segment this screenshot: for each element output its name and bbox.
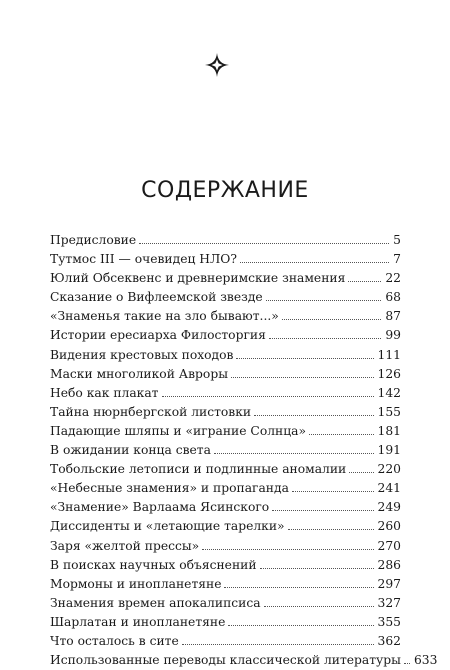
toc-entry-title: В ожидании конца света [50,443,211,458]
toc-entry-page-number: 126 [377,366,401,381]
toc-entry-title: Тутмос III — очевидец НЛО? [50,252,237,267]
toc-entry-page-number: 68 [385,290,401,305]
dot-leader [182,644,374,645]
toc-entry-page-number: 7 [393,252,401,267]
toc-entry [50,651,438,670]
toc-entry [50,403,401,422]
toc-entry-page-number: 181 [377,423,401,438]
toc-entry-title: «Небесные знамения» и пропаганда [50,481,289,496]
toc-entry-title: Падающие шляпы и «играние Солнца» [50,423,307,438]
toc-entry [50,269,401,288]
toc-entry-page-number: 99 [385,328,401,343]
table-of-contents [50,231,438,670]
dot-leader [269,338,381,339]
toc-entry-title: Маски многоликой Авроры [50,366,228,381]
toc-entry-page-number: 87 [385,309,401,324]
dot-leader [260,568,374,569]
toc-entry-title: Использованные переводы классической литературы [50,653,401,668]
toc-entry-page-number: 220 [377,462,401,477]
toc-entry-title: Заря «желтой прессы» [50,538,200,553]
toc-entry-title: Небо как плакат [50,385,159,400]
toc-entry [50,422,401,441]
toc-entry [50,460,401,479]
toc-entry [50,498,401,517]
toc-entry-page-number: 241 [377,481,401,496]
toc-entry-page-number: 327 [377,595,401,610]
toc-entry-title: «Знамение» Варлаама Ясинского [50,500,270,515]
dot-leader [231,377,374,378]
toc-entry-title: Мормоны и инопланетяне [50,576,222,591]
toc-entry [50,326,401,345]
toc-entry-title: Диссиденты и «летающие тарелки» [50,519,285,534]
toc-entry [50,288,401,307]
dot-leader [288,529,374,530]
toc-entry [50,250,401,269]
dot-leader [228,625,373,626]
dot-leader [348,281,381,282]
page-title: СОДЕРЖАНИЕ [141,178,309,203]
toc-entry-page-number: 5 [393,233,401,247]
toc-entry [50,613,401,632]
toc-entry [50,307,401,326]
toc-entry-page-number: 142 [377,385,401,400]
toc-entry-title: Предисловие [50,233,137,247]
toc-entry-title: Юлий Обсеквенс и древнеримские знамения [50,271,346,286]
toc-entry-page-number: 111 [377,347,401,362]
toc-entry-title: Тобольские летописи и подлинные аномалии [50,462,347,477]
toc-entry-page-number: 260 [377,519,401,534]
dot-leader [214,453,374,454]
toc-entry [50,575,401,594]
toc-entry-page-number: 286 [377,557,401,572]
toc-entry-title: Истории ересиарха Филосторгия [50,328,266,343]
dot-leader [264,606,374,607]
toc-entry-title: Знамения времен апокалипсиса [50,595,261,610]
toc-entry-page-number: 191 [377,443,401,458]
four-point-star-icon [205,53,229,77]
dot-leader [309,434,374,435]
dot-leader [266,300,382,301]
toc-entry-title: Шарлатан и инопланетяне [50,614,226,629]
toc-entry-title: Сказание о Вифлеемской звезде [50,290,263,305]
toc-entry-title: В поисках научных объяснений [50,557,257,572]
toc-entry [50,231,401,250]
toc-entry-page-number: 155 [377,404,401,419]
toc-entry-page-number: 22 [385,271,401,286]
dot-leader [224,587,373,588]
toc-entry [50,365,401,384]
dot-leader [349,472,373,473]
toc-entry-title: Что осталось в сите [50,633,179,648]
dot-leader [139,243,389,244]
toc-entry-title: Тайна нюрнбергской листовки [50,404,252,419]
dot-leader [240,262,389,263]
toc-entry [50,537,401,556]
toc-entry-page-number: 633 [413,653,438,668]
toc-entry [50,594,401,613]
dot-leader [202,549,373,550]
toc-entry-page-number: 362 [377,633,401,648]
dot-leader [272,510,373,511]
toc-entry-page-number: 249 [377,500,401,515]
toc-entry [50,517,401,536]
toc-entry [50,346,401,365]
dot-leader [162,396,374,397]
toc-entry [50,384,401,403]
toc-entry [50,556,401,575]
dot-leader [236,358,373,359]
toc-entry [50,632,401,651]
toc-entry-page-number: 355 [377,614,401,629]
toc-entry-title: Видения крестовых походов [50,347,234,362]
toc-entry [50,441,401,460]
toc-entry [50,479,401,498]
dot-leader [254,415,373,416]
dot-leader [282,319,382,320]
dot-leader [292,491,374,492]
toc-entry-page-number: 270 [377,538,401,553]
toc-entry-page-number: 297 [377,576,401,591]
toc-entry-title: «Знаменья такие на зло бывают...» [50,309,279,324]
